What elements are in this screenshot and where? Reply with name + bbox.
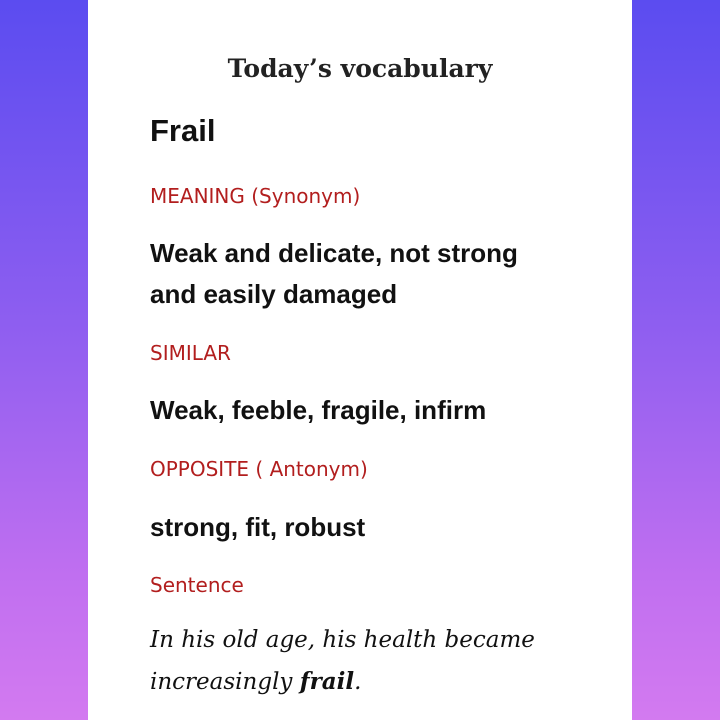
opposite-label: OPPOSITE ( Antonym) [150,457,368,481]
sentence-label: Sentence [150,573,244,597]
similar-label: SIMILAR [150,341,231,365]
card-title: Today’s vocabulary [227,54,493,83]
sentence-highlighted-word: frail [299,668,355,695]
similar-text: Weak, feeble, fragile, infirm [150,395,487,425]
meaning-text [150,233,518,315]
meaning-label: MEANING (Synonym) [150,184,361,208]
sentence-line-1: In his old age, his health became [150,627,535,653]
sentence-line-2 [150,661,610,703]
example-sentence [150,620,610,703]
sentence-line-2-prefix: increasingly [150,669,300,695]
opposite-text: strong, fit, robust [150,512,366,542]
meaning-line-2: and easily damaged [150,279,398,309]
vocabulary-word: Frail [150,113,216,148]
vocabulary-card [88,0,632,720]
meaning-line-1: Weak and delicate, not strong [150,238,518,268]
sentence-line-2-suffix: . [354,669,362,695]
